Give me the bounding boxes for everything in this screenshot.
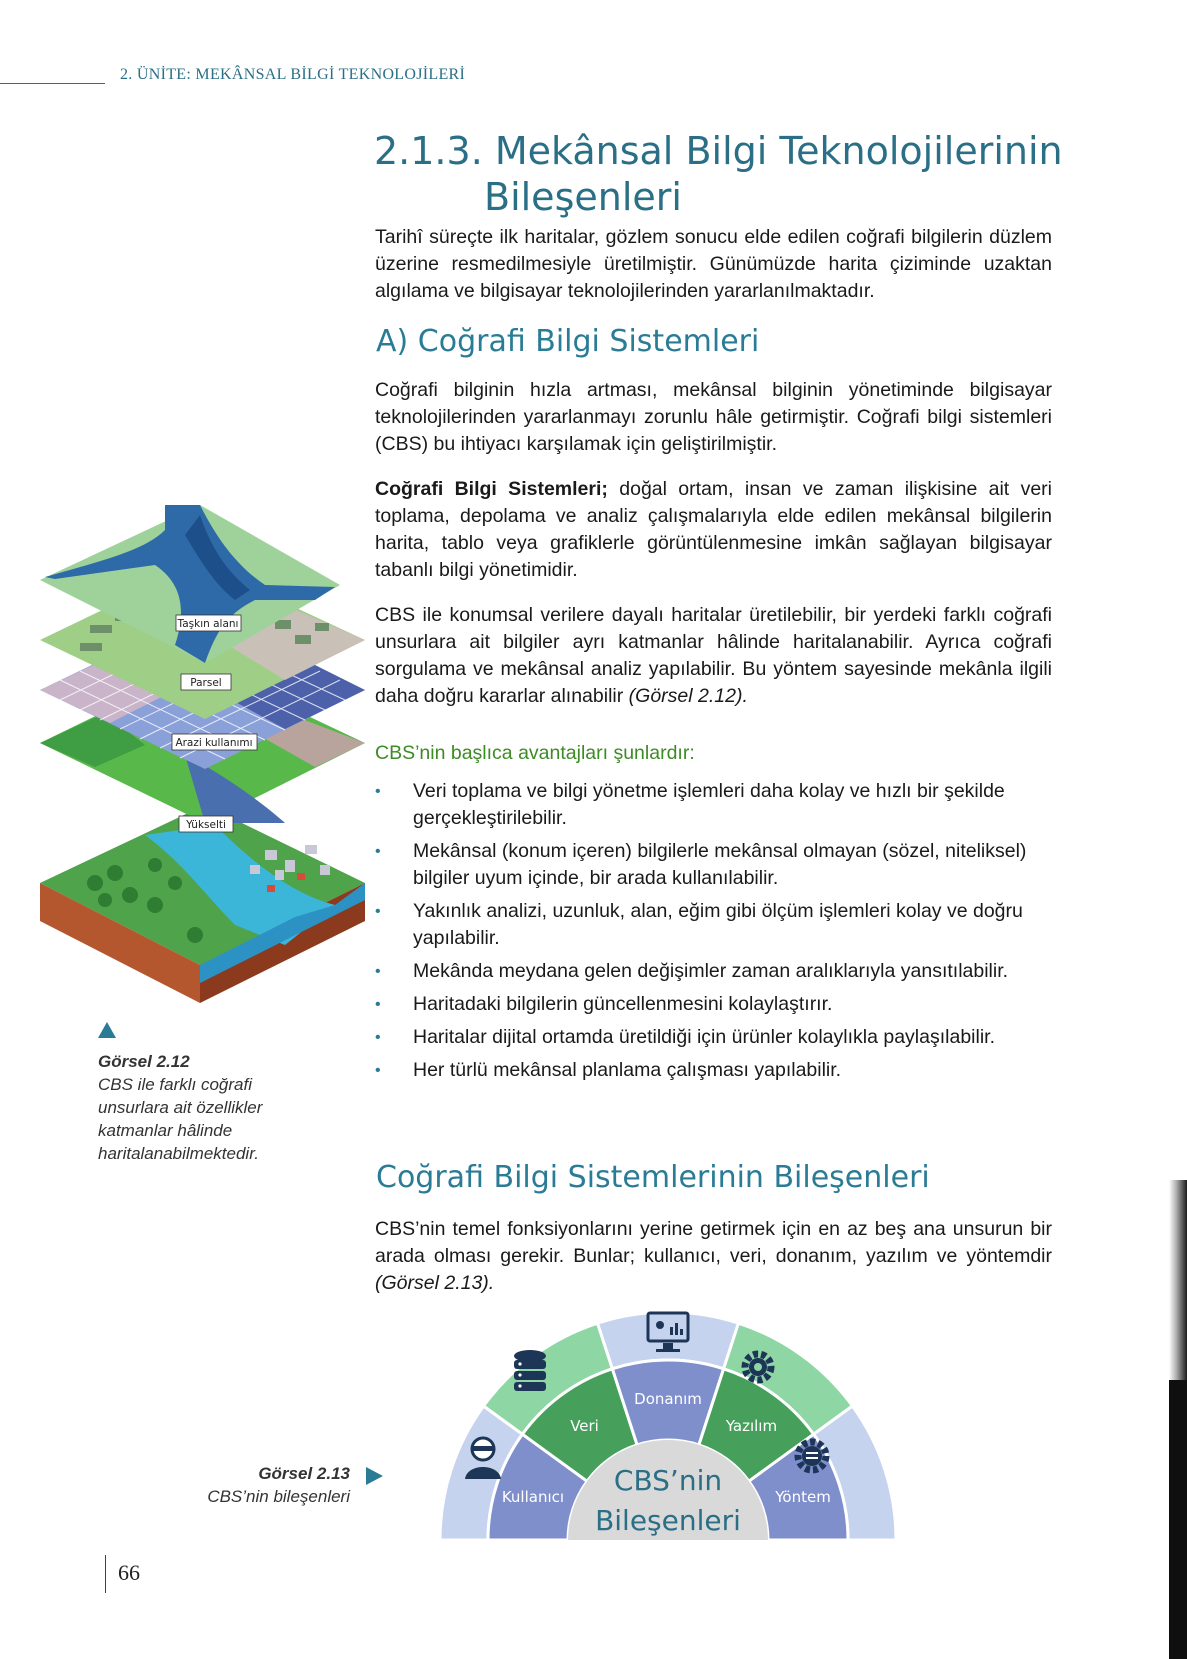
list-item: • Her türlü mekânsal planlama çalışması yapılabilir.: [375, 1057, 1065, 1084]
component-label: Yöntem: [775, 1488, 831, 1507]
cbs-paragraph-3-text: CBS ile konumsal verilere dayalı haritalar üretilebilir, bir yerdeki farklı coğrafi unsurlara ait bilgiler ayrı katmanlar hâlinde haritalanabilir. Ayrıca coğrafi sorgulama ve mekânsal analiz yapılabilir. Bu yöntem sayesinde mekânla ilgili daha doğru kararlar alınabilir: [375, 604, 1052, 707]
svg-text:Arazi kullanımı: Arazi kullanımı: [175, 737, 253, 749]
components-paragraph: [375, 1216, 1052, 1297]
list-item: • Haritadaki bilgilerin güncellenmesini kolaylaştırır.: [375, 991, 1065, 1018]
layer-label-parcel: [181, 674, 231, 690]
list-item: • Yakınlık analizi, uzunluk, alan, eğim gibi ölçüm işlemleri kolay ve doğru yapılabilir.: [375, 898, 1065, 952]
unit-title: 2. ÜNİTE: MEKÂNSAL BİLGİ TEKNOLOJİLERİ: [120, 66, 466, 83]
svg-text:Yükselti: Yükselti: [186, 819, 226, 831]
caption-text: CBS’nin bileşenleri: [207, 1487, 350, 1506]
terrain-block: [40, 805, 365, 1003]
figure-reference-2-12: (Görsel 2.12).: [628, 685, 748, 707]
center-label-line1: CBS’nin: [613, 1464, 723, 1497]
list-item: • Haritalar dijital ortamda üretildiği için ürünler kolaylıkla paylaşılabilir.: [375, 1024, 1065, 1051]
cbs-paragraph-1: Coğrafi bilginin hızla artması, mekânsal bilginin yönetiminde bilgisayar teknolojilerinden yararlanmayı zorunlu hâle getirmiştir. Coğrafi bilgi sistemleri (CBS) bu ihtiyacı karşılamak için geliştirilmiştir.: [375, 379, 1052, 455]
figure-caption-2-13: [160, 1462, 350, 1508]
section-title: [374, 128, 1063, 220]
section-title-line1: 2.1.3. Mekânsal Bilgi Teknolojilerinin: [374, 129, 1063, 173]
cbs-definition-text: doğal ortam, insan ve zaman ilişkisine ait veri toplama, depolama ve analiz çalışmalarıyla elde edilen mekânsal bilgilerin harita, tablo veya grafiklerle görüntülenmesine imkân sağlayan bilgisayar tabanlı bilgi yönetimidir.: [375, 478, 1052, 581]
svg-text:Parsel: Parsel: [190, 677, 222, 689]
cbs-components-diagram: [440, 1305, 900, 1550]
cbs-definition-term: Coğrafi Bilgi Sistemleri;: [375, 478, 608, 500]
component-label: Donanım: [634, 1390, 702, 1408]
list-item: • Mekânsal (konum içeren) bilgilerle mekânsal olmayan (sözel, niteliksel) bilgiler uyum içinde, bir arada kullanılabilir.: [375, 838, 1065, 892]
component-label: Kullanıcı: [501, 1488, 565, 1507]
advantages-lead: CBS’nin başlıca avantajları şunlardır:: [375, 742, 695, 764]
caption-arrow-up-icon: [98, 1022, 116, 1038]
cbs-paragraph-3: [375, 602, 1052, 710]
caption-title: Görsel 2.12: [98, 1052, 190, 1071]
cbs-definition: [375, 476, 1052, 584]
layer-label-flood: [176, 615, 241, 631]
component-label: Yazılım: [725, 1417, 778, 1436]
layer-label-elevation: [179, 816, 233, 832]
center-label-line2: Bileşenleri: [595, 1504, 741, 1537]
gis-layers-illustration: [35, 505, 365, 1025]
footer-rule: [105, 1555, 106, 1593]
caption-title: Görsel 2.13: [258, 1464, 350, 1483]
figure-reference-2-13: (Görsel 2.13).: [375, 1272, 495, 1294]
page-number: 66: [118, 1560, 140, 1585]
cbs-heading: A) Coğrafi Bilgi Sistemleri: [376, 324, 760, 359]
components-heading: Coğrafi Bilgi Sistemlerinin Bileşenleri: [376, 1160, 930, 1195]
figure-caption-2-12: [98, 1050, 298, 1165]
intro-paragraph: Tarihî süreçte ilk haritalar, gözlem sonucu elde edilen coğrafi bilgilerin düzlem üzerine resmedilmesiyle üretilmiştir. Günümüzde harita çiziminde uzaktan algılama ve bilgisayar teknolojilerinden yararlanılmaktadır.: [375, 226, 1052, 302]
layer-label-land-use: [172, 734, 257, 750]
component-label: Veri: [570, 1417, 599, 1436]
caption-text: CBS ile farklı coğrafi unsurlara ait özellikler katmanlar hâlinde haritalanabilmektedir.: [98, 1075, 263, 1163]
components-paragraph-text: CBS’nin temel fonksiyonlarını yerine getirmek için en az beş ana unsurun bir arada olması gerekir. Bunlar; kullanıcı, veri, donanım, yazılım ve yöntemdir: [375, 1218, 1052, 1267]
section-title-line2: Bileşenleri: [484, 175, 682, 219]
advantages-list: [375, 778, 1065, 1090]
caption-arrow-right-icon: [366, 1467, 383, 1485]
page-edge-dark: [1169, 1380, 1187, 1659]
list-item: • Mekânda meydana gelen değişimler zaman aralıklarıyla yansıtılabilir.: [375, 958, 1065, 985]
svg-text:Taşkın alanı: Taşkın alanı: [177, 618, 239, 630]
list-item: • Veri toplama ve bilgi yönetme işlemleri daha kolay ve hızlı bir şekilde gerçekleştirilebilir.: [375, 778, 1065, 832]
header-rule: [0, 83, 105, 84]
